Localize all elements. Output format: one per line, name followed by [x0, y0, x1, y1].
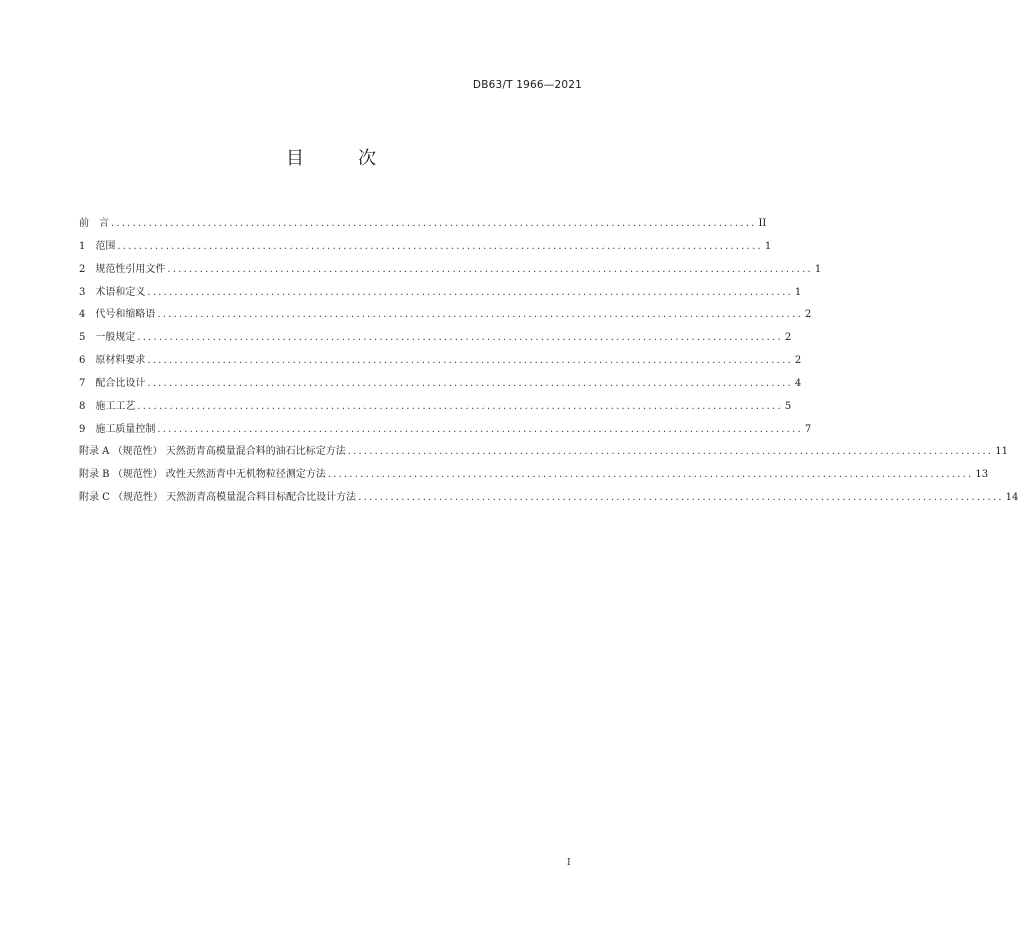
toc-entry-label: 6 原材料要求: [79, 355, 146, 367]
toc-entry-page: 5: [784, 400, 792, 412]
toc-dot-leader: ........................................................................................................................: [147, 286, 793, 298]
toc-entry-appendix-b[interactable]: [79, 464, 989, 487]
toc-entry-label: 9 施工质量控制: [79, 423, 156, 435]
toc-entry-page: 2: [804, 309, 812, 321]
toc-entry-quality-control[interactable]: [79, 419, 812, 442]
toc-entry-page: 1: [814, 263, 822, 275]
toc-dot-leader: ........................................................................................................................: [347, 446, 994, 458]
toc-dot-leader: ........................................................................................................................: [137, 332, 783, 344]
toc-dot-leader: ........................................................................................................................: [137, 400, 783, 412]
toc-entry-general-provisions[interactable]: [79, 327, 792, 350]
table-of-contents: [79, 213, 1018, 510]
toc-entry-page: 13: [975, 469, 989, 481]
toc-entry-mix-design[interactable]: [79, 373, 802, 396]
page-title: 目 次: [286, 148, 394, 169]
toc-entry-page: 1: [764, 240, 772, 252]
toc-dot-leader: ........................................................................................................................: [147, 377, 793, 389]
toc-entry-scope[interactable]: [79, 236, 772, 259]
toc-dot-leader: ........................................................................................................................: [157, 309, 803, 321]
toc-entry-raw-materials[interactable]: [79, 350, 802, 373]
toc-dot-leader: ........................................................................................................................: [358, 492, 1004, 504]
toc-entry-appendix-c[interactable]: [79, 487, 1018, 510]
toc-entry-appendix-a[interactable]: [79, 441, 1008, 464]
toc-dot-leader: ........................................................................................................................: [327, 469, 974, 481]
toc-entry-label: 8 施工工艺: [79, 400, 136, 412]
toc-entry-construction-process[interactable]: [79, 396, 792, 419]
toc-entry-foreword[interactable]: [79, 213, 767, 236]
toc-entry-page: 1: [794, 286, 802, 298]
toc-dot-leader: ........................................................................................................................: [111, 218, 757, 229]
toc-entry-page: 7: [804, 423, 812, 435]
toc-entry-label: 4 代号和缩略语: [79, 309, 156, 321]
toc-entry-page: 4: [794, 377, 802, 389]
toc-entry-label: 附录 A （规范性） 天然沥青高模量混合料的油石比标定方法: [79, 446, 346, 458]
toc-entry-label: 附录 C （规范性） 天然沥青高模量混合料目标配合比设计方法: [79, 492, 357, 504]
toc-dot-leader: ........................................................................................................................: [147, 355, 793, 367]
toc-entry-page: 14: [1005, 492, 1018, 504]
toc-entry-normative-references[interactable]: [79, 259, 822, 282]
toc-entry-label: 7 配合比设计: [79, 377, 146, 389]
page-number: I: [567, 858, 571, 868]
document-code: DB63/T 1966—2021: [472, 79, 582, 91]
toc-dot-leader: ........................................................................................................................: [167, 263, 813, 275]
toc-entry-label: 2 规范性引用文件: [79, 263, 166, 275]
toc-entry-terms[interactable]: [79, 282, 802, 305]
toc-dot-leader: ........................................................................................................................: [117, 240, 763, 252]
toc-entry-label: 5 一般规定: [79, 332, 136, 344]
toc-dot-leader: ........................................................................................................................: [157, 423, 803, 435]
toc-entry-abbreviations[interactable]: [79, 304, 812, 327]
toc-entry-page: 11: [995, 446, 1008, 458]
toc-entry-label: 3 术语和定义: [79, 286, 146, 298]
toc-entry-label: 附录 B （规范性） 改性天然沥青中无机物粒径测定方法: [79, 469, 326, 481]
toc-entry-label: 1 范围: [79, 240, 116, 252]
toc-entry-page: 2: [794, 355, 802, 367]
toc-entry-page: II: [758, 218, 767, 229]
toc-entry-page: 2: [784, 332, 792, 344]
toc-entry-label: 前 言: [79, 218, 109, 229]
